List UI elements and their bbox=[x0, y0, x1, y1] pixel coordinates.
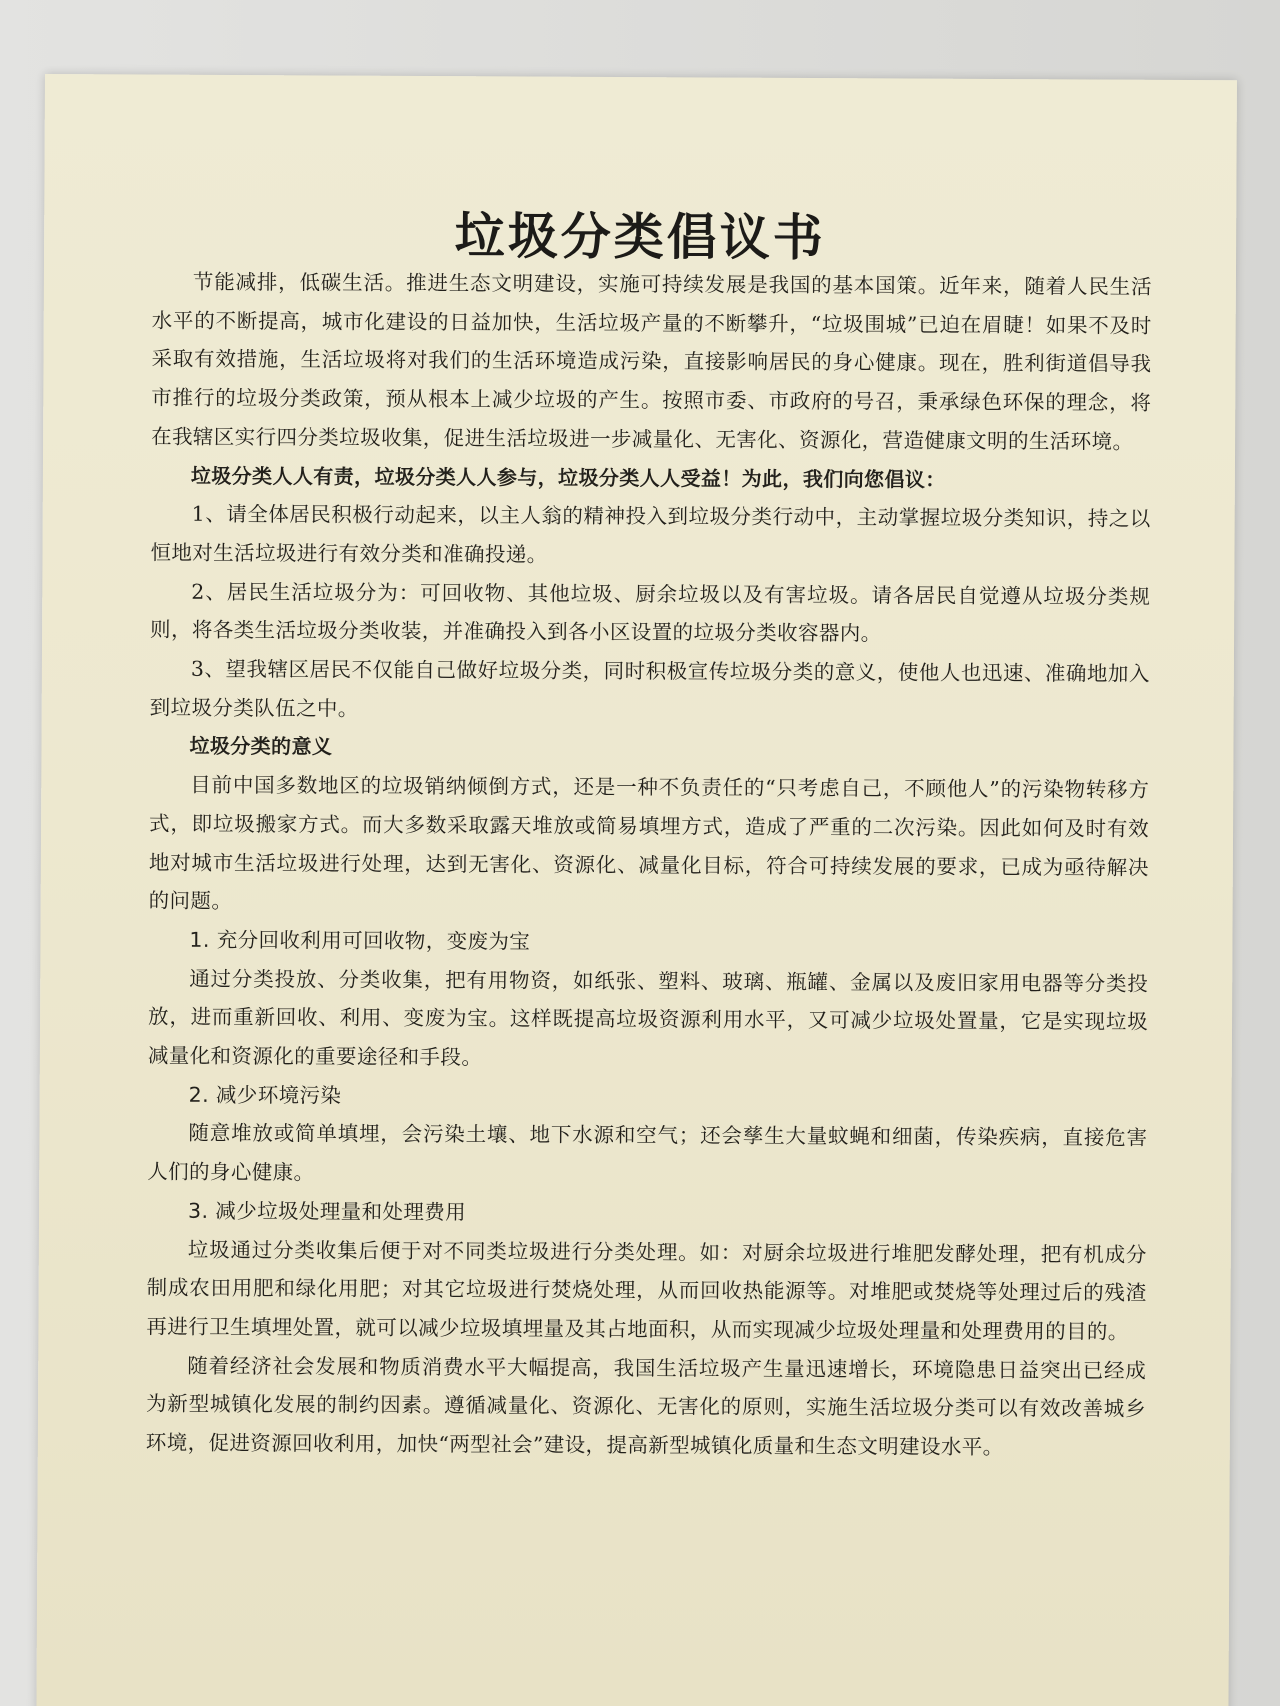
subheading-recycle: 1. 充分回收利用可回收物，变废为宝 bbox=[189, 927, 531, 954]
significance-paragraph: 目前中国多数地区的垃圾销纳倾倒方式，还是一种不负责任的“只考虑自己，不顾他人”的污染物转移方式，即垃圾搬家方式。而大多数采取露天堆放或简易填埋方式，造成了严重的二次污染。因此如何及时有效地对城市生活垃圾进行处理，达到无害化、资源化、减量化目标，符合可持续发展的要求，已成为亟待解决的问题。 bbox=[148, 772, 1150, 914]
subheading-pollution: 2. 减少环境污染 bbox=[188, 1082, 342, 1108]
intro-paragraph: 节能减排，低碳生活。推进生态文明建设，实施可持续发展是我国的基本国策。近年来，随着人民生活水平的不断提高，城市化建设的日益加快，生活垃圾产量的不断攀升，“垃圾围城”已迫在眉睫！如果不及时采取有效措施，生活垃圾将对我们的生活环境造成污染，直接影响居民的身心健康。现在，胜利街道倡导我市推行的垃圾分类政策，预从根本上减少垃圾的产生。按照市委、市政府的号召，秉承绿色环保的理念，将在我辖区实行四分类垃圾收集，促进生活垃圾进一步减量化、无害化、资源化，营造健康文明的生活环境。 bbox=[151, 269, 1152, 454]
page-title: 垃圾分类倡议书 bbox=[454, 207, 826, 268]
call-to-action-heading: 垃圾分类人人有责，垃圾分类人人参与，垃圾分类人人受益！为此，我们向您倡议： bbox=[190, 463, 946, 492]
proposal-item-2: 2、居民生活垃圾分为：可回收物、其他垃圾、厨余垃圾以及有害垃圾。请各居民自觉遵从垃圾分类规则，将各类生活垃圾分类收装，并准确投入到各小区设置的垃圾分类收容器内。 bbox=[150, 579, 1151, 646]
closing-paragraph: 随着经济社会发展和物质消费水平大幅提高，我国生活垃圾产生量迅速增长，环境隐患日益突出已经成为新型城镇化发展的制约因素。遵循减量化、资源化、无害化的原则，实施生活垃圾分类可以有效改善城乡环境，促进资源回收利用，加快“两型社会”建设，提高新型城镇化质量和生态文明建设水平。 bbox=[145, 1353, 1147, 1460]
document-body bbox=[146, 263, 1152, 1468]
cost-paragraph: 垃圾通过分类收集后便于对不同类垃圾进行分类处理。如：对厨余垃圾进行堆肥发酵处理，把有机成分制成农田用肥和绿化用肥；对其它垃圾进行焚烧处理，从而回收热能源等。对堆肥或焚烧等处理过后的残渣再进行卫生填埋处置，就可以减少垃圾填埋量及其占地面积，从而实现减少垃圾处理量和处理费用的目的。 bbox=[146, 1237, 1147, 1344]
significance-heading: 垃圾分类的意义 bbox=[189, 734, 333, 759]
printed-document bbox=[36, 74, 1237, 1706]
pollution-paragraph: 随意堆放或简单填埋，会污染土壤、地下水源和空气；还会孳生大量蚊蝇和细菌，传染疾病，直接危害人们的身心健康。 bbox=[147, 1121, 1148, 1185]
proposal-item-1: 1、请全体居民积极行动起来，以主人翁的精神投入到垃圾分类行动中，主动掌握垃圾分类知识，持之以恒地对生活垃圾进行有效分类和准确投递。 bbox=[150, 501, 1151, 567]
proposal-item-3: 3、望我辖区居民不仅能自己做好垃圾分类，同时积极宣传垃圾分类的意义，使他人也迅速、准确地加入到垃圾分类队伍之中。 bbox=[149, 656, 1150, 721]
subheading-cost: 3. 减少垃圾处理量和处理费用 bbox=[187, 1198, 467, 1225]
recycle-paragraph: 通过分类投放、分类收集，把有用物资，如纸张、塑料、玻璃、瓶罐、金属以及废旧家用电器等分类投放，进而重新回收、利用、变废为宝。这样既提高垃圾资源利用水平，又可减少垃圾处置量，它是实现垃圾减量化和资源化的重要途径和手段。 bbox=[147, 966, 1149, 1070]
